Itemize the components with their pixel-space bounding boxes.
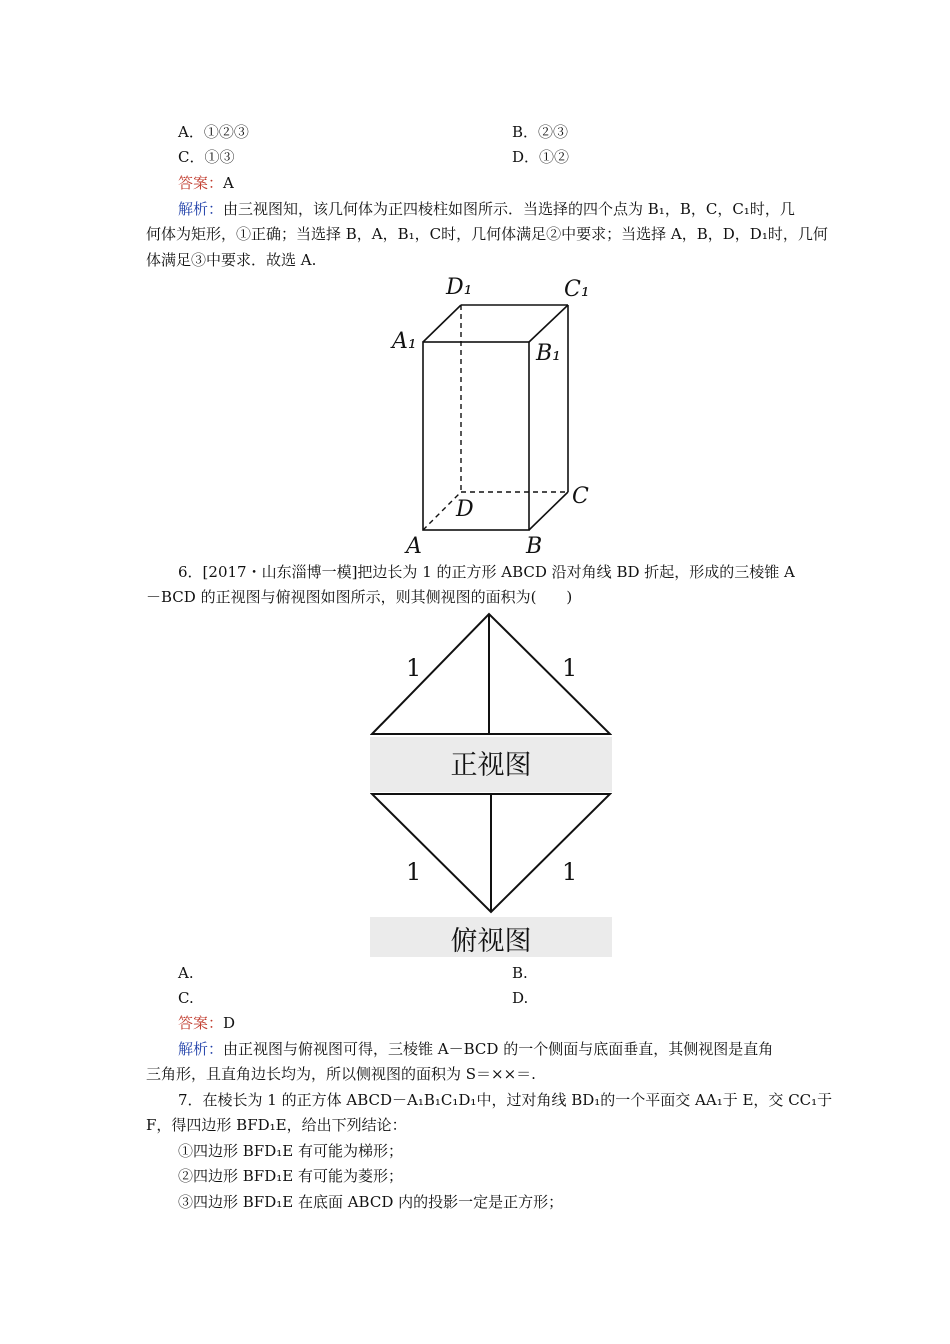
top-left-label: 1 — [406, 858, 422, 886]
top-view-caption: 俯视图 — [450, 926, 532, 957]
q5-analysis-line-1 — [178, 198, 795, 220]
q5-option-b: B．②③ — [512, 123, 569, 141]
q6-analysis-line-2: 三角形，且直角边长均为，所以侧视图的面积为 S＝××＝. — [146, 1065, 536, 1083]
label-d1: D₁ — [446, 275, 473, 300]
q6-option-d: D. — [512, 989, 529, 1007]
analysis-text: 由正视图与俯视图可得，三棱锥 A－BCD 的一个侧面与底面垂直，其侧视图是直角 — [223, 1040, 774, 1058]
q5-analysis-line-3: 体满足③中要求．故选 A. — [146, 251, 317, 269]
answer-value: D — [223, 1014, 236, 1032]
views-diagram — [370, 612, 612, 957]
q7-item-2: ②四边形 BFD₁E 有可能为菱形； — [178, 1167, 403, 1185]
q6-stem-line-1: 6．[2017・山东淄博一模]把边长为 1 的正方形 ABCD 沿对角线 BD 折起，形成的三棱锥 A — [178, 563, 795, 581]
q6-option-a: A. — [178, 964, 194, 982]
analysis-label: 解析： — [178, 200, 224, 218]
front-left-label: 1 — [406, 654, 422, 682]
label-b: B — [526, 534, 543, 556]
q5-analysis-line-2: 何体为矩形，①正确；当选择 B，A，B₁，C时，几何体满足②中要求；当选择 A，B，D，D₁时，几何 — [146, 225, 828, 243]
answer-value: A — [223, 174, 234, 192]
front-view-caption: 正视图 — [450, 750, 532, 781]
q5-option-a: A．①②③ — [178, 123, 249, 141]
label-c1: C₁ — [564, 277, 590, 302]
prism-diagram — [388, 272, 593, 556]
answer-label: 答案： — [178, 174, 224, 192]
q7-item-1: ①四边形 BFD₁E 有可能为梯形； — [178, 1142, 403, 1160]
top-right-label: 1 — [562, 858, 578, 886]
q6-option-b: B. — [512, 964, 528, 982]
label-c: C — [572, 484, 589, 509]
q6-stem-line-2: －BCD 的正视图与俯视图如图所示，则其侧视图的面积为( ) — [146, 588, 573, 606]
q5-option-d: D．①② — [512, 148, 570, 166]
views-figure — [370, 612, 612, 957]
label-d: D — [456, 497, 474, 522]
label-a1: A₁ — [392, 329, 417, 354]
q5-answer — [178, 172, 234, 194]
answer-label: 答案： — [178, 1014, 224, 1032]
q7-stem-line-1: 7．在棱长为 1 的正方体 ABCD－A₁B₁C₁D₁中，过对角线 BD₁的一个平面交 AA₁于 E，交 CC₁于 — [178, 1091, 833, 1109]
q5-option-c: C．①③ — [178, 148, 235, 166]
q6-answer — [178, 1012, 235, 1034]
q7-item-3: ③四边形 BFD₁E 在底面 ABCD 内的投影一定是正方形； — [178, 1193, 564, 1211]
front-right-label: 1 — [562, 654, 578, 682]
q6-option-c: C. — [178, 989, 194, 1007]
prism-figure — [388, 272, 593, 556]
label-b1: B₁ — [536, 341, 561, 366]
analysis-label: 解析： — [178, 1040, 224, 1058]
q7-stem-line-2: F，得四边形 BFD₁E，给出下列结论： — [146, 1116, 407, 1134]
q6-analysis-line-1 — [178, 1038, 773, 1060]
label-a: A — [406, 534, 422, 556]
analysis-text: 由三视图知，该几何体为正四棱柱如图所示．当选择的四个点为 B₁，B，C，C₁时，几 — [223, 200, 795, 218]
